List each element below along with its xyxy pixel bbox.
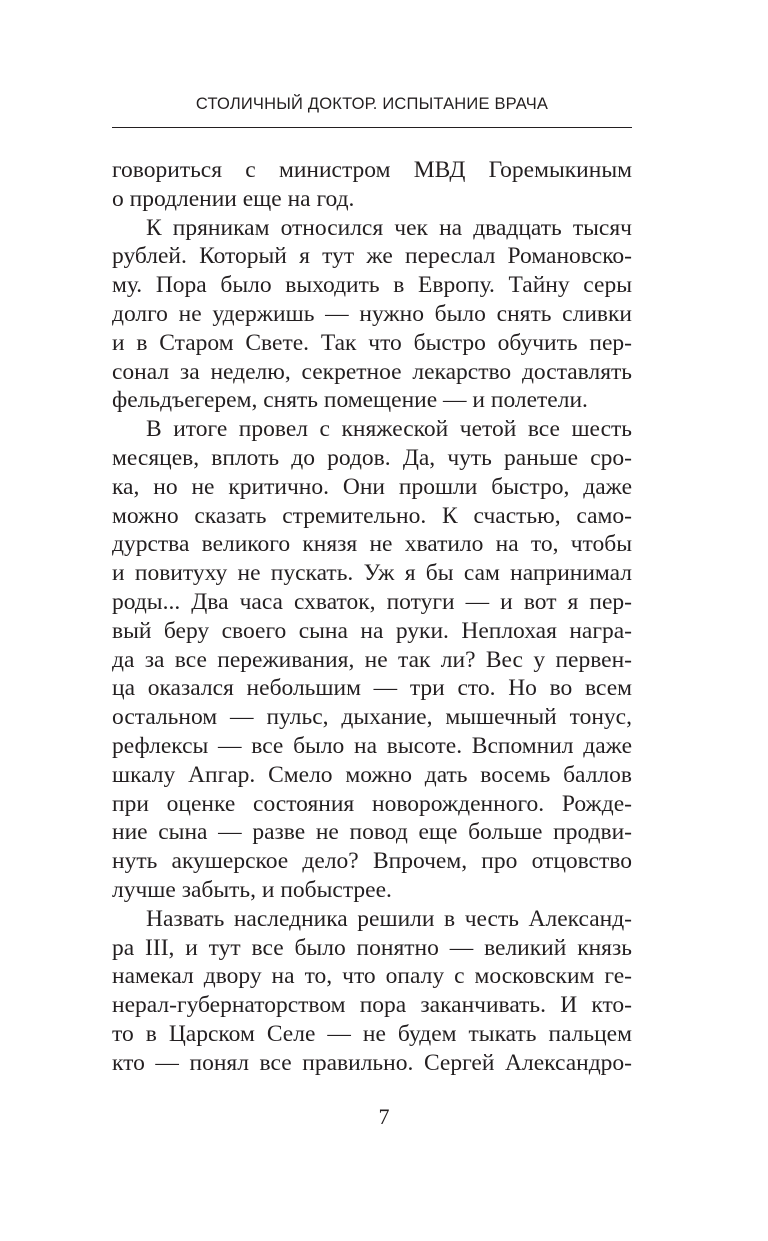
text-line: остальном — пульс, дыхание, мышечный тонус,	[112, 704, 632, 731]
body-text	[112, 156, 632, 1078]
header-rule	[112, 127, 632, 128]
page-number: 7	[378, 1104, 390, 1129]
text-line: му. Пора было выходить в Европу. Тайну серы	[112, 272, 632, 299]
text-line: нерал-губернаторством пора заканчивать. И кто-	[112, 992, 632, 1019]
text-line: да за все переживания, не так ли? Вес у первен-	[112, 646, 632, 673]
text-line: лучше забыть, и побыстрее.	[112, 876, 392, 903]
text-line: рублей. Который я тут же переслал Романовско-	[112, 243, 632, 270]
text-line: намекал двору на то, что опалу с московским ге-	[112, 963, 632, 990]
text-line: то в Царском Селе — не будем тыкать пальцем	[112, 1020, 632, 1047]
text-line: говориться с министром МВД Горемыкиным	[112, 157, 632, 183]
text-line: ра III, и тут все было понятно — великий князь	[112, 934, 632, 961]
text-line: вый беру своего сына на руки. Неплохая награ-	[112, 617, 632, 644]
text-line: сонал за неделю, секретное лекарство доставлять	[112, 358, 632, 385]
text-line: ка, но не критично. Они прошли быстро, даже	[112, 473, 632, 500]
text-line: можно сказать стремительно. К счастью, само-	[112, 502, 632, 529]
text-line: о продлении еще на год.	[112, 185, 355, 212]
text-line: кто — понял все правильно. Сергей Александро-	[112, 1049, 632, 1076]
text-line: К пряникам относился чек на двадцать тысяч	[146, 214, 632, 241]
text-line: роды... Два часа схваток, потуги — и вот я пер-	[112, 588, 632, 615]
text-line: дурства великого князя не хватило на то, чтобы	[112, 531, 632, 558]
text-line: Назвать наследника решили в честь Александ-	[146, 905, 632, 932]
text-line: долго не удержишь — нужно было снять сливки	[112, 300, 632, 327]
text-line: месяцев, вплоть до родов. Да, чуть раньше сро-	[112, 444, 632, 471]
text-line: и в Старом Свете. Так что быстро обучить пер-	[112, 329, 632, 356]
text-line: фельдъегерем, снять помещение — и полетели.	[112, 387, 588, 414]
text-line: при оценке состояния новорожденного. Рожде-	[112, 790, 632, 817]
text-line: шкалу Апгар. Смело можно дать восемь баллов	[112, 761, 632, 788]
text-line: нуть акушерское дело? Впрочем, про отцовство	[112, 848, 632, 875]
text-line: и повитуху не пускать. Уж я бы сам напринимал	[112, 560, 632, 587]
text-line: ние сына — разве не повод еще больше продви-	[112, 819, 632, 846]
text-line: ца оказался небольшим — три сто. Но во всем	[112, 675, 632, 702]
text-line: рефлексы — все было на высоте. Вспомнил даже	[112, 732, 632, 759]
running-head: СТОЛИЧНЫЙ ДОКТОР. ИСПЫТАНИЕ ВРАЧА	[195, 95, 549, 113]
text-line: В итоге провел с княжеской четой все шесть	[146, 416, 632, 443]
